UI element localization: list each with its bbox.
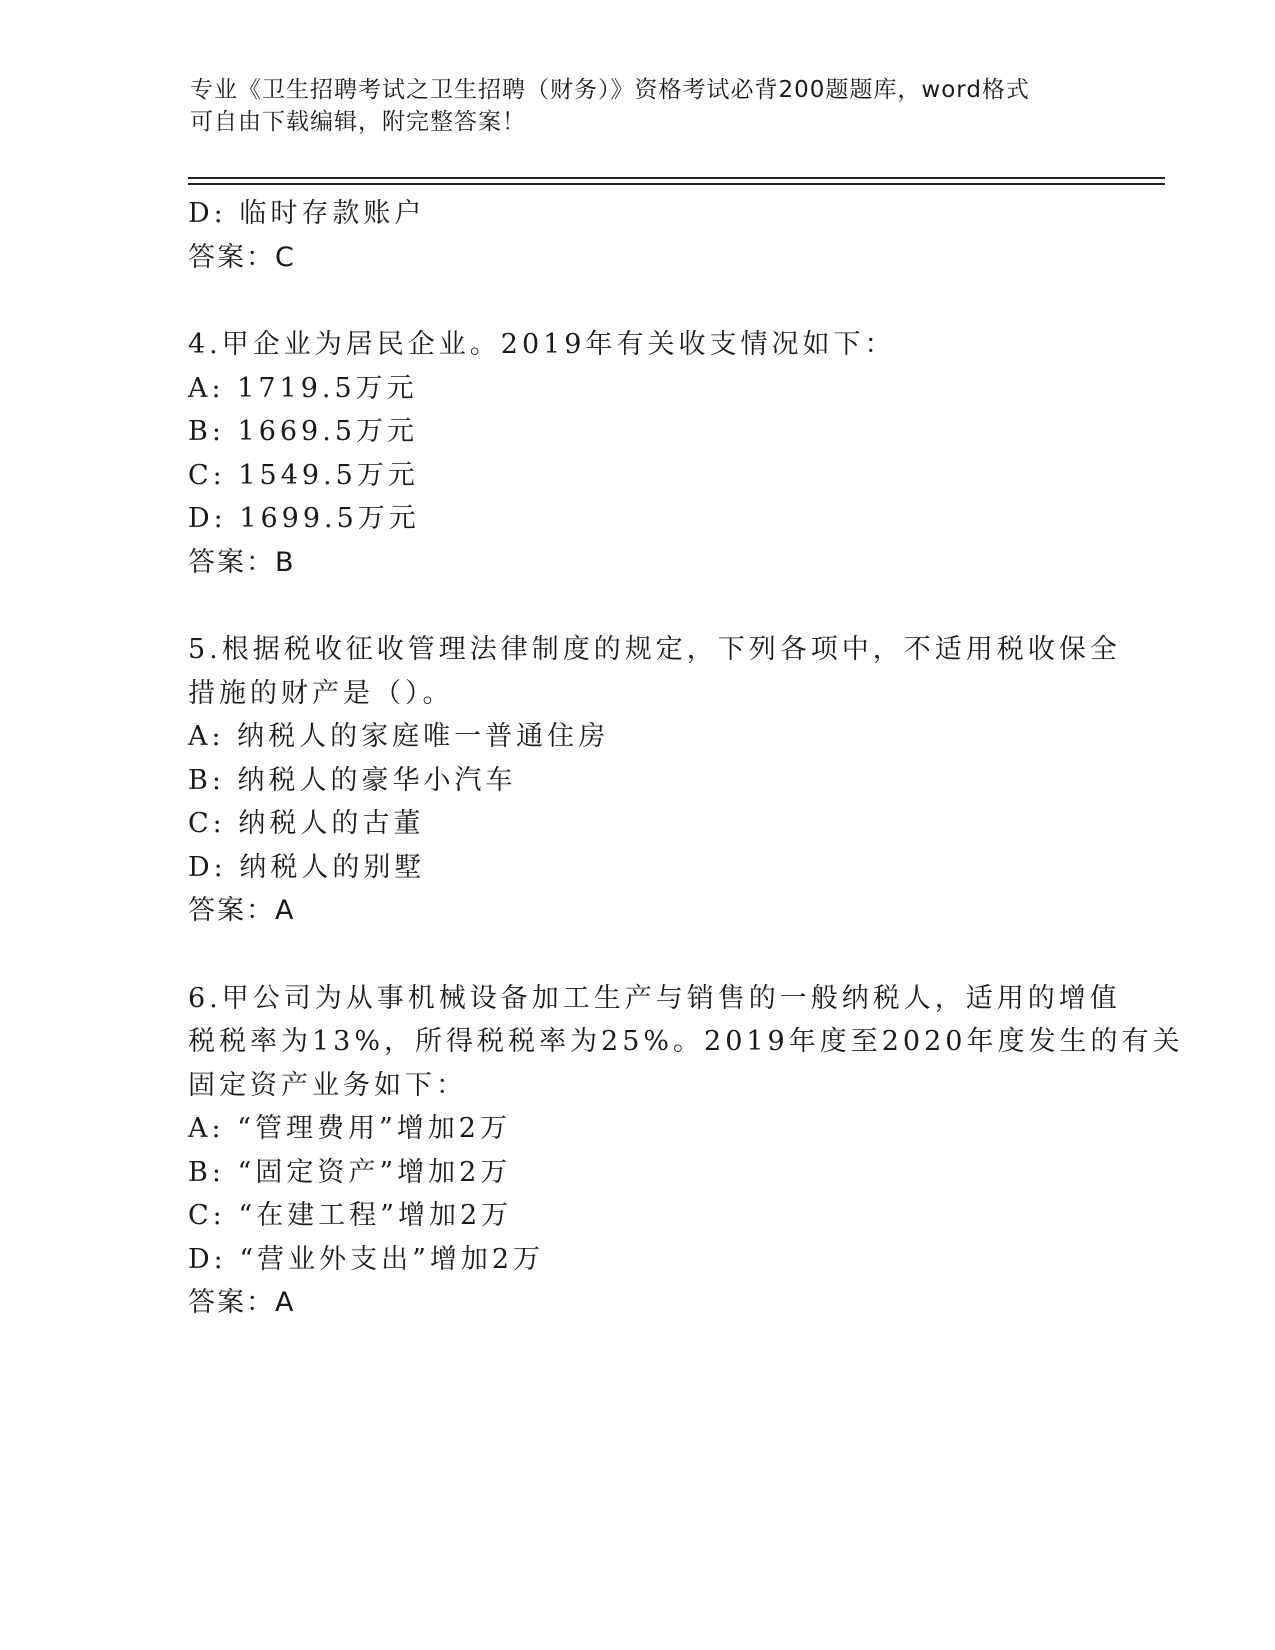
q5-answer: 答案：A <box>188 895 296 926</box>
q6-option-a: A: “管理费用”增加2万 <box>188 1113 511 1144</box>
document-header: 专业《卫生招聘考试之卫生招聘（财务）》资格考试必背200题题库，word格式 可自由下载编辑，附完整答案！ <box>190 77 1030 135</box>
q6-stem-line-3: 固定资产业务如下： <box>188 1070 467 1101</box>
q5-stem-line-2: 措施的财产是（）。 <box>188 678 454 709</box>
q5-option-b: B: 纳税人的豪华小汽车 <box>188 765 517 796</box>
q4-option-a: A: 1719.5万元 <box>188 373 418 404</box>
q4-answer: 答案：B <box>188 547 296 578</box>
q5-stem-line-1: 5.根据税收征收管理法律制度的规定，下列各项中，不适用税收保全 <box>188 634 1121 665</box>
q5-option-a: A: 纳税人的家庭唯一普通住房 <box>188 721 610 752</box>
header-divider-bottom <box>188 183 1165 185</box>
q4-stem-line-1: 4.甲企业为居民企业。2019年有关收支情况如下： <box>188 329 896 360</box>
q4-option-c: C: 1549.5万元 <box>188 460 419 491</box>
q4-option-d: D: 1699.5万元 <box>188 503 420 534</box>
q5-option-c: C: 纳税人的古董 <box>188 808 425 839</box>
header-divider-top <box>188 177 1165 179</box>
q6-option-d: D: “营业外支出”增加2万 <box>188 1244 545 1275</box>
q6-option-c: C: “在建工程”增加2万 <box>188 1200 513 1231</box>
q5-option-d: D: 纳税人的别墅 <box>188 852 426 883</box>
q6-stem-line-2: 税税率为13%，所得税税率为25%。2019年度至2020年度发生的有关 <box>188 1026 1184 1057</box>
q6-option-b: B: “固定资产”增加2万 <box>188 1157 512 1188</box>
q3-option-d: D: 临时存款账户 <box>188 198 426 229</box>
q6-stem-line-1: 6.甲公司为从事机械设备加工生产与销售的一般纳税人，适用的增值 <box>188 983 1121 1014</box>
q3-answer: 答案：C <box>188 242 296 273</box>
q4-option-b: B: 1669.5万元 <box>188 416 418 447</box>
q6-answer: 答案：A <box>188 1287 296 1318</box>
